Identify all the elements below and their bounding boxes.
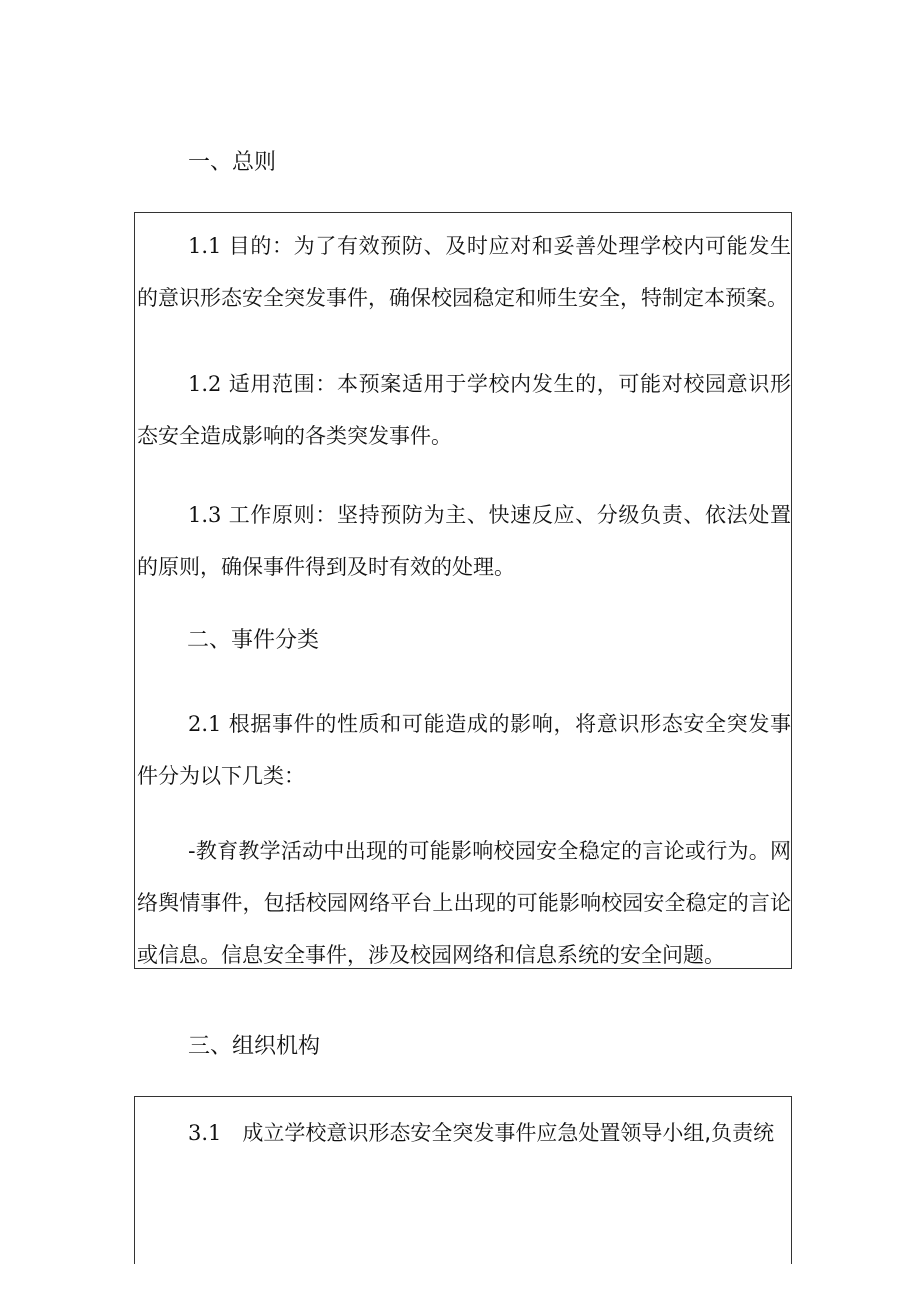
section-box-general-and-classification [134,212,792,969]
paragraph-2-1: 2.1 根据事件的性质和可能造成的影响，将意识形态安全突发事件分为以下几类： [137,712,791,788]
paragraph-1-2: 1.2 适用范围：本预案适用于学校内发生的，可能对校园意识形态安全造成影响的各类突发事件。 [137,372,791,448]
paragraph-2-list: -教育教学活动中出现的可能影响校园安全稳定的言论或行为。网络舆情事件，包括校园网络平台上出现的可能影响校园安全稳定的言论或信息。信息安全事件，涉及校园网络和信息系统的安全问题。 [137,839,791,967]
paragraph-1-3: 1.3 工作原则：坚持预防为主、快速反应、分级负责、依法处置的原则，确保事件得到及时有效的处理。 [137,503,791,579]
section-heading-organization: 三、组织机构 [188,1034,321,1059]
paragraph-3-1: 3.1 成立学校意识形态安全突发事件应急处置领导小组,负责统 [188,1121,775,1145]
section-box-organization [134,1096,792,1264]
section-box-organization-clip [134,1096,792,1264]
section-heading-general: 一、总则 [188,150,277,175]
paragraph-1-1: 1.1 目的：为了有效预防、及时应对和妥善处理学校内可能发生的意识形态安全突发事件，确保校园稳定和师生安全，特制定本预案。 [137,234,791,310]
section-heading-classification: 二、事件分类 [187,628,320,653]
